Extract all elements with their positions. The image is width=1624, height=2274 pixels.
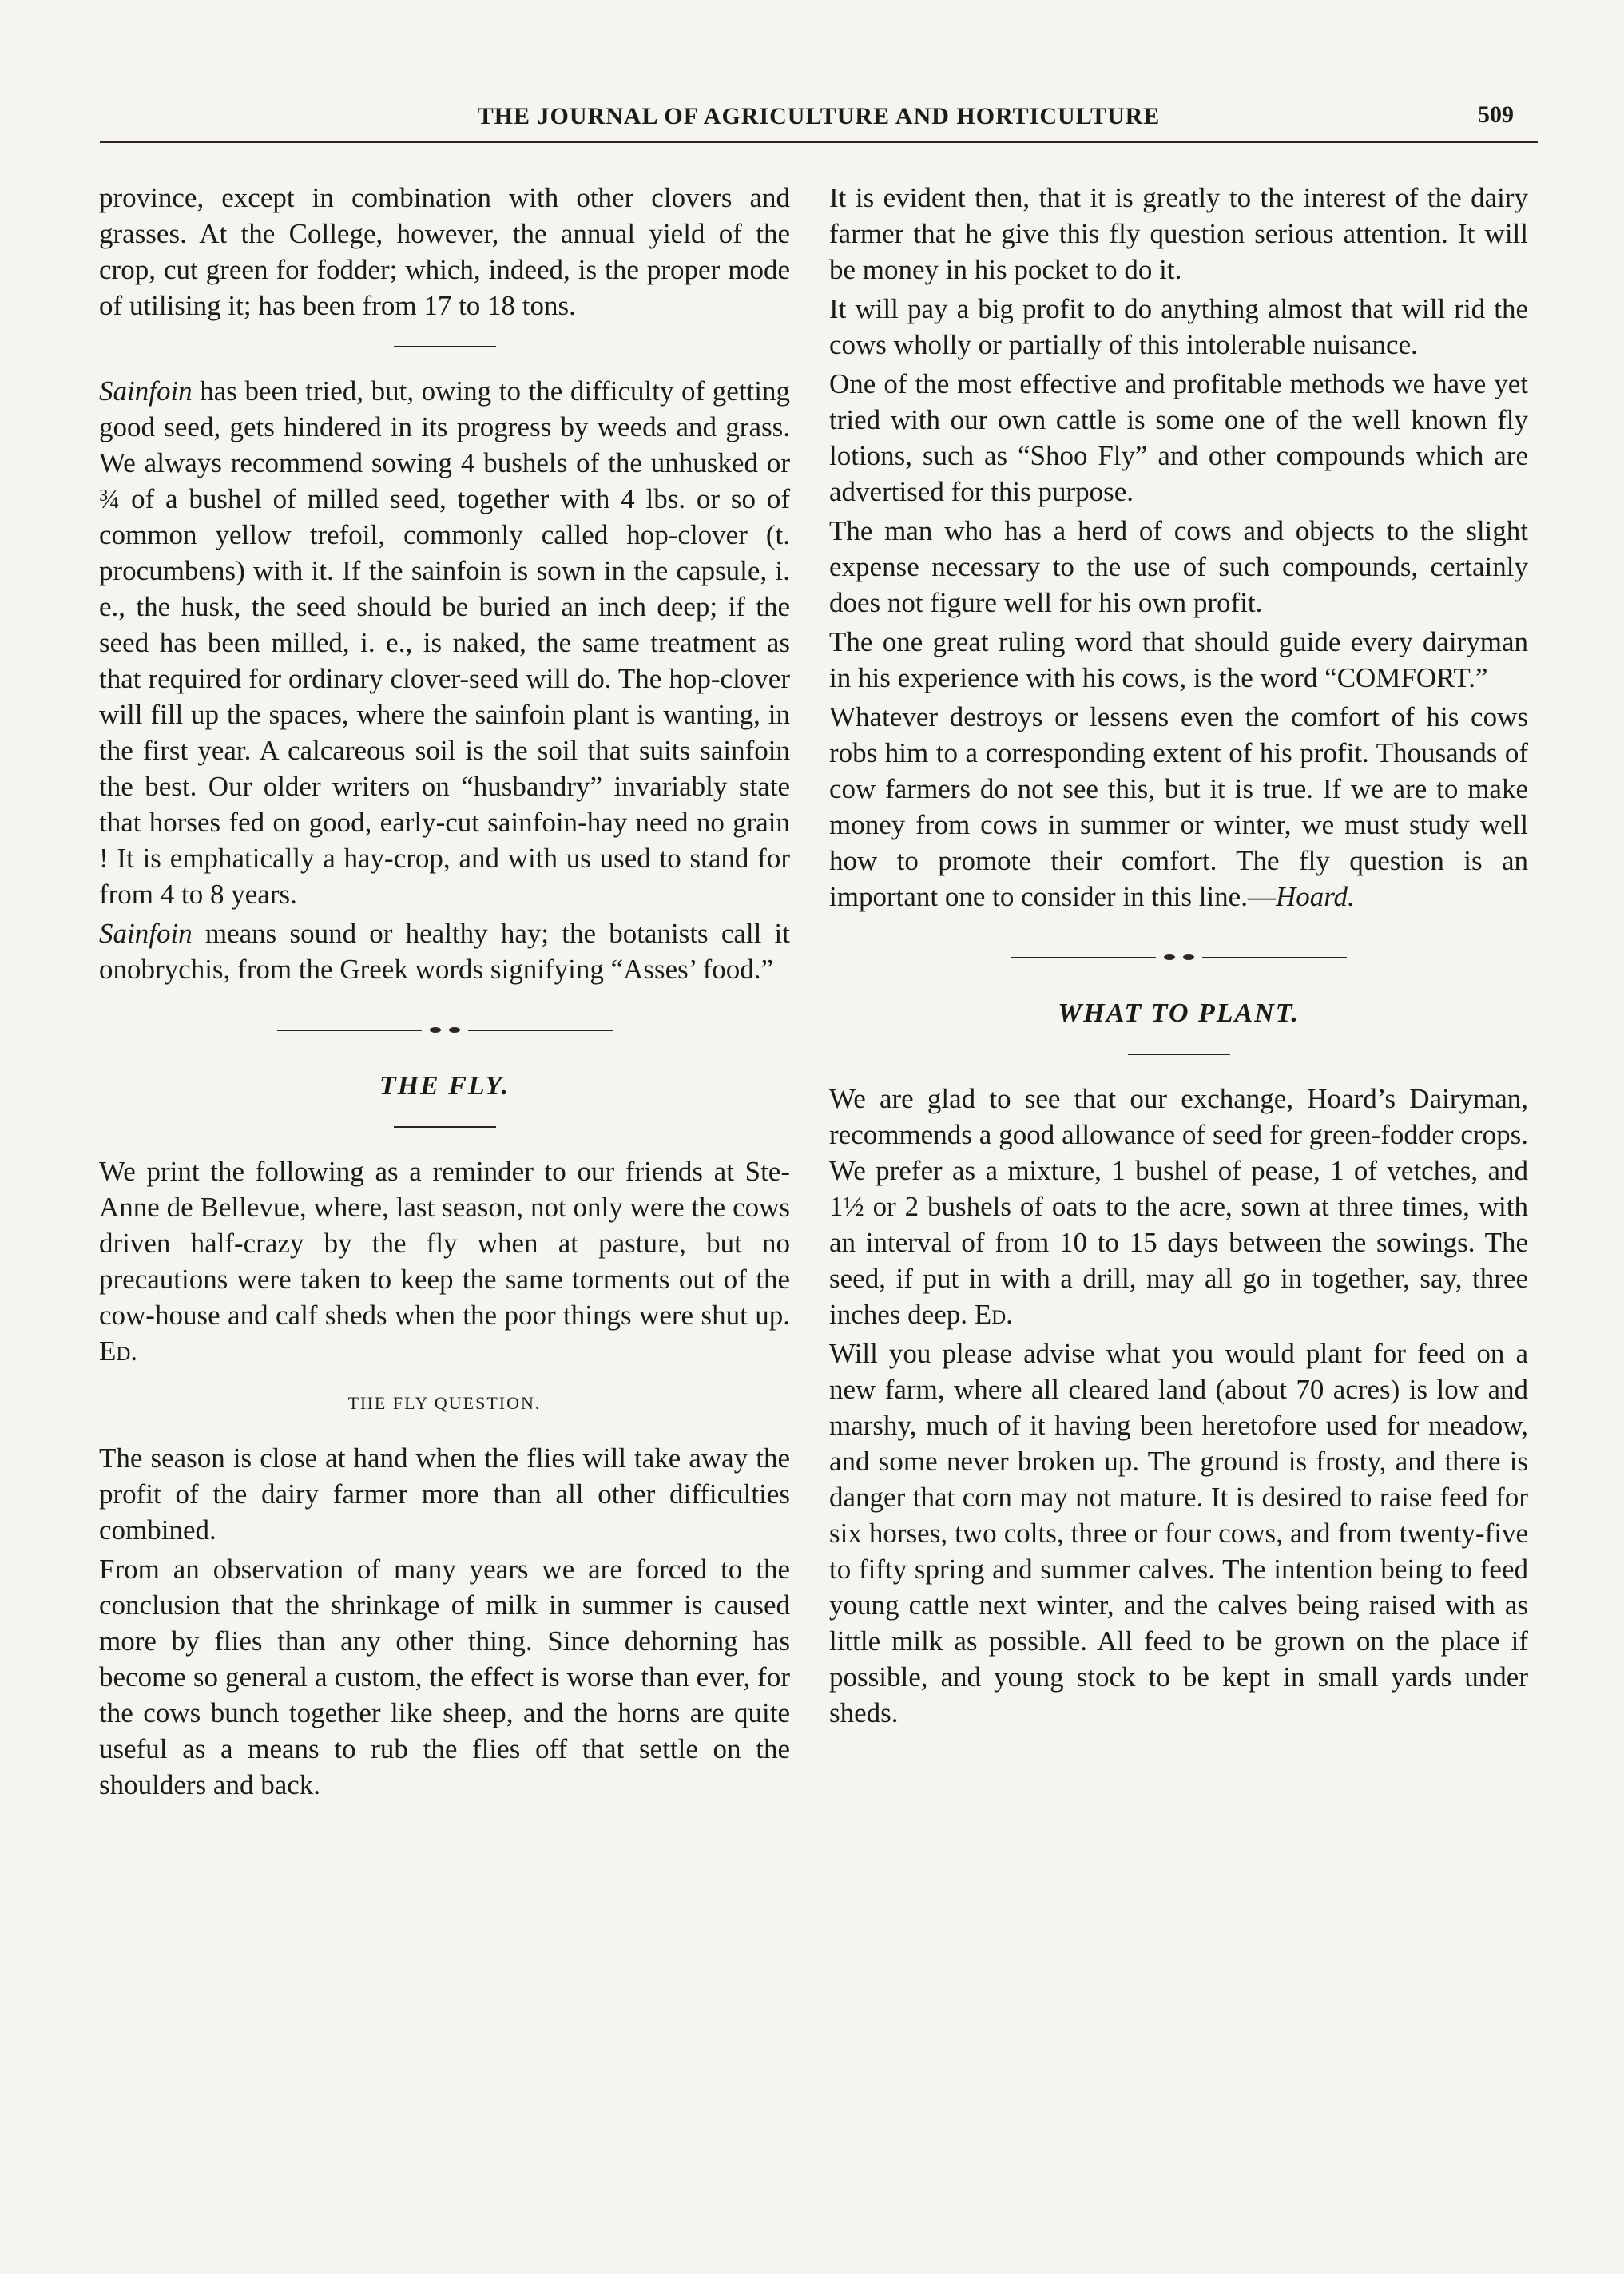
- paragraph: Will you please advise what you would plant for feed on a new farm, where all cleared land (about 70 acres) is low and marshy, much of it having been heretofore used for meadow, and some never broken up. The ground is frosty, and there is danger that corn may not mature. It is desired to raise feed for six horses, two colts, three or four cows, and from twenty-five to fifty spring and summer calves. The intention being to feed young cattle next winter, and the calves being raised with as little milk as possible. All feed to be grown on the place if possible, and young stock to be kept in small yards under sheds.: [829, 1338, 1528, 1728]
- subheading: THE FLY QUESTION.: [347, 1393, 542, 1413]
- source-signature: Hoard.: [1275, 881, 1355, 912]
- paragraph: One of the most effective and profitable methods we have yet tried with our own cattle is some one of the well known fly lotions, such as “Shoo Fly” and other compounds which are advertised for this purpose.: [829, 368, 1528, 507]
- paragraph: We print the following as a reminder to our friends at Ste-Anne de Bellevue, where, last season, not only were the cows driven half-crazy by the fly when at pasture, but no precautions were taken to keep the same torments out of the cow-house and calf sheds when the poor things were shut up. Ed.: [99, 1156, 790, 1367]
- paragraph: The man who has a herd of cows and objects to the slight expense necessary to the use of such compounds, certainly does not figure well for his own profit.: [829, 515, 1528, 618]
- page-number: 509: [1478, 101, 1514, 128]
- paragraph: It will pay a big profit to do anything almost that will rid the cows wholly or partially of this intolerable nuisance.: [829, 293, 1528, 360]
- right-column: [829, 180, 1528, 1734]
- section-heading: THE FLY.: [379, 1071, 510, 1101]
- paragraph: We are glad to see that our exchange, Hoard’s Dairyman, recommends a good allowance of seed for green-fodder crops. We prefer as a mixture, 1 bushel of pease, 1 of vetches, and 1½ or 2 bushels of oats to the acre, sown at three times, with an interval of from 10 to 15 days between the sowings. The seed, if put in with a drill, may all go in together, say, three inches deep. Ed.: [829, 1083, 1528, 1330]
- running-title: THE JOURNAL OF AGRICULTURE AND HORTICULTURE: [477, 103, 1161, 129]
- section-heading: WHAT TO PLANT.: [1058, 998, 1300, 1028]
- left-column: [99, 180, 790, 1806]
- paragraph: Sainfoin means sound or healthy hay; the botanists call it onobrychis, from the Greek words signifying “Asses’ food.”: [99, 918, 790, 985]
- editor-signature: Ed.: [99, 1335, 138, 1367]
- ornamental-divider: [1011, 954, 1347, 960]
- separator-rule: [394, 1126, 496, 1128]
- editor-signature: Ed.: [974, 1299, 1013, 1330]
- paragraph: The season is close at hand when the flies will take away the profit of the dairy farmer more than all other difficulties combined.: [99, 1443, 790, 1546]
- paragraph: It is evident then, that it is greatly to the interest of the dairy farmer that he give this fly question serious attention. It will be money in his pocket to do it.: [829, 182, 1528, 285]
- paragraph: Whatever destroys or lessens even the comfort of his cows robs him to a corresponding extent of his profit. Thousands of cow farmers do not see this, but it is true. If we are to make money from cows in summer or winter, we must study well how to promote their comfort. The fly question is an important one to consider in this line.—Hoard.: [829, 701, 1528, 912]
- page-header: [100, 98, 1538, 143]
- italic-term: Sainfoin: [99, 375, 193, 407]
- paragraph: The one great ruling word that should guide every dairyman in his experience with his cows, is the word “COMFORT.”: [829, 626, 1528, 693]
- italic-term: Sainfoin: [99, 918, 193, 949]
- ornamental-divider: [277, 1027, 613, 1033]
- separator-rule: [1128, 1054, 1230, 1055]
- header-rule: [100, 141, 1538, 143]
- paragraph: Sainfoin has been tried, but, owing to the difficulty of getting good seed, gets hindered in its progress by weeds and grass. We always recommend sowing 4 bushels of the unhusked or ¾ of a bushel of milled seed, together with 4 lbs. or so of common yellow trefoil, commonly called hop-clover (t. procumbens) with it. If the sainfoin is sown in the capsule, i. e., the husk, the seed should be buried an inch deep; if the seed has been milled, i. e., is naked, the same treatment as that required for ordinary clover-seed will do. The hop-clover will fill up the spaces, where the sainfoin plant is wanting, in the first year. A calcareous soil is the soil that suits sainfoin the best. Our older writers on “husbandry” invariably state that horses fed on good, early-cut sainfoin-hay need no grain ! It is emphatically a hay-crop, and with us used to stand for from 4 to 8 years.: [99, 375, 790, 910]
- separator-rule: [394, 346, 496, 347]
- paragraph: province, except in combination with other clovers and grasses. At the College, however, the annual yield of the crop, cut green for fodder; which, indeed, is the proper mode of utilising it; has been from 17 to 18 tons.: [99, 182, 790, 321]
- paragraph: From an observation of many years we are forced to the conclusion that the shrinkage of milk in summer is caused more by flies than any other thing. Since dehorning has become so general a custom, the effect is worse than ever, for the cows bunch together like sheep, and the horns are quite useful as a means to rub the flies off that settle on the shoulders and back.: [99, 1554, 790, 1800]
